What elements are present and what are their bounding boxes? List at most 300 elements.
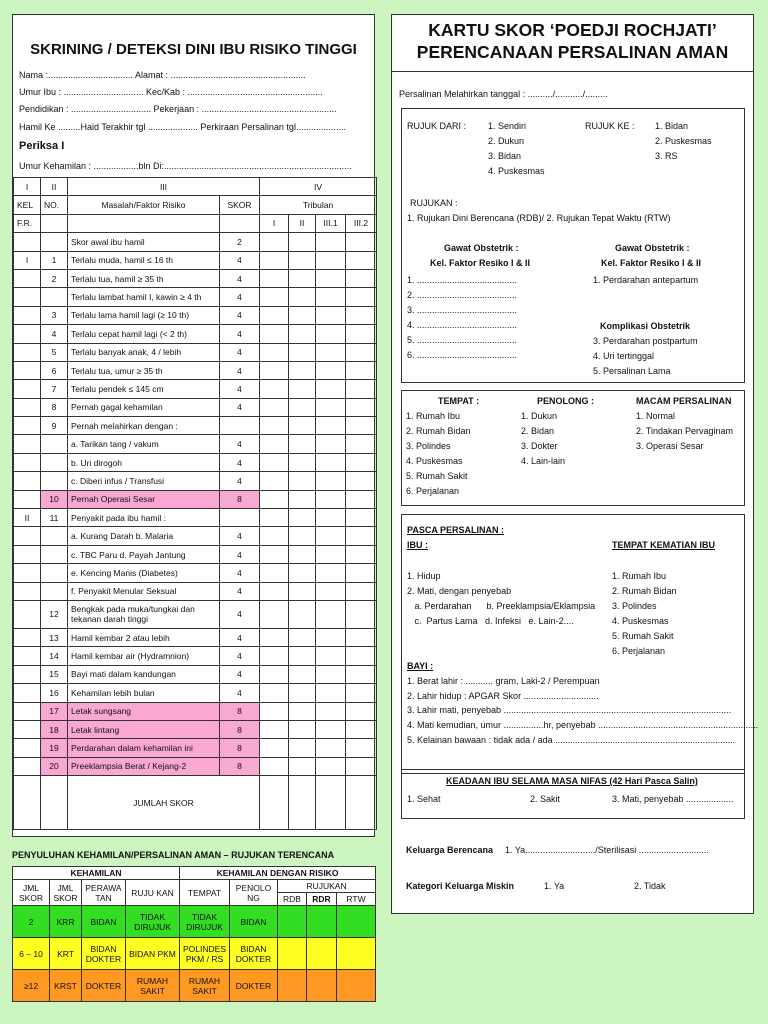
table-row [14,582,377,600]
risk-text: a. Kurang Darah b. Malaria [68,527,220,545]
kel-faktor-2: Kel. Faktor Resiko I & II [601,258,702,268]
risk-no: 20 [41,757,68,775]
id-row-hamil: Hamil Ke .........Haid Terakhir tgl .................... Perkiraan Persalinan tgl.................... [19,122,346,132]
risk-skor: 4 [220,306,260,324]
nifas-header: KEADAAN IBU SELAMA MASA NIFAS (42 Hari Pasca Salin) [446,776,698,786]
table-row [14,490,377,508]
risk-text: a. Tarikan tang / vakum [68,435,220,453]
tribulan-cell[interactable] [346,628,377,646]
rujukan-cell[interactable] [337,906,376,938]
risk-text: Penyakit pada ibu hamil : [68,509,220,527]
table-row [13,970,376,1002]
hdr-col-ii: II [41,178,68,196]
kartu-title-line1: KARTU SKOR ‘POEDJI ROCHJATI’ [428,20,717,40]
table-row [14,269,377,287]
tribulan-cell[interactable] [346,269,377,287]
tribulan-cell[interactable] [346,757,377,775]
tribulan-cell[interactable] [289,233,316,251]
tk-3: 3. Polindes [612,601,657,611]
risk-skor: 4 [220,325,260,343]
risk-no: 17 [41,702,68,720]
risk-kel [14,435,41,453]
tribulan-cell[interactable] [346,453,377,471]
table-row [14,600,377,628]
risk-no: 19 [41,739,68,757]
tribulan-cell[interactable] [346,361,377,379]
table-row [14,720,377,738]
table-row [14,684,377,702]
bayi-2: 2. Lahir hidup : APGAR Skor .............................. [407,691,599,701]
risk-skor: 8 [220,490,260,508]
risk-kel [14,527,41,545]
tribulan-cell[interactable] [260,600,289,628]
hdr-t3: III.1 [316,214,346,232]
tempat-5: 5. Rumah Sakit [406,471,468,481]
tempat-4: 4. Puskesmas [406,456,463,466]
dots-3: 3. ........................................ [407,305,518,315]
tribulan-cell[interactable] [316,545,346,563]
risk-kel [14,545,41,563]
risk-skor: 4 [220,343,260,361]
risk-text: Bengkak pada muka/tungkai dan tekanan darah tinggi [68,600,220,628]
risk-no [41,233,68,251]
penyuluhan-cell: TIDAK DIRUJUK [180,906,230,938]
tribulan-cell[interactable] [316,665,346,683]
table-row [14,251,377,269]
tribulan-cell[interactable] [316,582,346,600]
tribulan-cell[interactable] [289,269,316,287]
tribulan-cell[interactable] [346,288,377,306]
risk-skor: 8 [220,702,260,720]
risk-text: f. Penyakit Menular Seksual [68,582,220,600]
tribulan-cell[interactable] [346,582,377,600]
risk-kel [14,647,41,665]
table-row [14,472,377,490]
tribulan-cell[interactable] [346,251,377,269]
tribulan-cell[interactable] [346,564,377,582]
risk-kel [14,702,41,720]
risk-kel [14,582,41,600]
kartu-title-line2: PERENCANAAN PERSALINAN AMAN [416,42,729,62]
tribulan-cell[interactable] [289,361,316,379]
col-rdb: RDB [278,893,307,906]
risk-skor: 4 [220,564,260,582]
tribulan-cell[interactable] [260,564,289,582]
tribulan-cell[interactable] [289,509,316,527]
penyuluhan-cell: RUMAH SAKIT [180,970,230,1002]
rujuk-ke-1: 1. Bidan [655,121,689,131]
tribulan-cell[interactable] [346,343,377,361]
risk-kel [14,757,41,775]
tribulan-cell[interactable] [346,233,377,251]
gawat-obstetrik-1: Gawat Obstetrik : [444,243,519,253]
tribulan-cell[interactable] [316,490,346,508]
tribulan-cell[interactable] [289,628,316,646]
rujukan-cell[interactable] [337,970,376,1002]
tribulan-cell[interactable] [316,361,346,379]
tribulan-cell[interactable] [289,647,316,665]
tribulan-cell[interactable] [260,417,289,435]
tk-1: 1. Rumah Ibu [612,571,667,581]
penolong-4: 4. Lain-lain [521,456,566,466]
tribulan-cell[interactable] [316,453,346,471]
risk-no: 9 [41,417,68,435]
risk-text: Terlalu pendek ≤ 145 cm [68,380,220,398]
tribulan-cell[interactable] [260,435,289,453]
tribulan-cell[interactable] [289,453,316,471]
risk-text: Hamil kembar air (Hydramnion) [68,647,220,665]
rujukan-cell[interactable] [307,906,337,938]
risk-kel [14,361,41,379]
penolong-2: 2. Bidan [521,426,555,436]
risk-no: 13 [41,628,68,646]
risk-no [41,582,68,600]
tribulan-cell[interactable] [289,720,316,738]
macam-2: 2. Tindakan Pervaginam [636,426,734,436]
tempat-kematian-label: TEMPAT KEMATIAN IBU [612,540,715,550]
nifas-3: 3. Mati, penyebab ................... [612,794,734,804]
tribulan-cell[interactable] [316,398,346,416]
col-penolong: PENOLO NG [230,880,278,906]
table-row [14,453,377,471]
tribulan-cell[interactable] [289,684,316,702]
kel-faktor-1: Kel. Faktor Resiko I & II [430,258,531,268]
risk-no: 5 [41,343,68,361]
tk-5: 5. Rumah Sakit [612,631,674,641]
tribulan-cell[interactable] [260,509,289,527]
tribulan-cell[interactable] [289,739,316,757]
tribulan-cell[interactable] [260,582,289,600]
skrining-title: SKRINING / DETEKSI DINI IBU RISIKO TINGGI [30,41,357,58]
komplikasi-label: Komplikasi Obstetrik [600,321,691,331]
risk-text: Pernah melahirkan dengan : [68,417,220,435]
tribulan-cell[interactable] [346,665,377,683]
table-row [14,564,377,582]
risk-no: 8 [41,398,68,416]
nifas-1: 1. Sehat [407,794,441,804]
risk-skor: 2 [220,233,260,251]
tribulan-cell[interactable] [289,600,316,628]
penyuluhan-cell: KRR [50,906,82,938]
nifas-2: 2. Sakit [530,794,561,804]
tribulan-cell[interactable] [316,288,346,306]
risk-text: e. Kencing Manis (Diabetes) [68,564,220,582]
ibu-1: 1. Hidup [407,571,441,581]
risk-skor: 4 [220,453,260,471]
hdr-tribulan: Tribulan [260,196,377,214]
tribulan-cell[interactable] [346,600,377,628]
risk-kel [14,472,41,490]
tribulan-cell[interactable] [346,509,377,527]
tribulan-cell[interactable] [260,269,289,287]
tribulan-cell[interactable] [346,684,377,702]
tribulan-cell[interactable] [289,564,316,582]
komplikasi-5: 5. Persalinan Lama [593,366,671,376]
risk-text: Preeklampsia Berat / Kejang-2 [68,757,220,775]
km-tidak: 2. Tidak [634,881,666,891]
tk-6: 6. Perjalanan [612,646,666,656]
penyuluhan-cell: ≥12 [13,970,50,1002]
rujukan-cell[interactable] [307,938,337,970]
penolong-3: 3. Dokter [521,441,558,451]
tribulan-cell[interactable] [316,702,346,720]
risk-skor: 8 [220,739,260,757]
tribulan-cell[interactable] [289,472,316,490]
risk-text: Terlalu cepat hamil lagi (< 2 th) [68,325,220,343]
id-row-umur-kehamilan: Umur Kehamilan : ..................bln Di:........................................................................... [19,161,352,171]
tribulan-cell[interactable] [316,472,346,490]
h-kehamilan: KEHAMILAN [13,867,180,880]
hdr-masalah: Masalah/Faktor Risiko [68,196,220,214]
tribulan-cell[interactable] [346,306,377,324]
col-jml-skor: JML SKOR [13,880,50,906]
tempat-3: 3. Polindes [406,441,451,451]
table-row [14,417,377,435]
risk-kel [14,269,41,287]
tribulan-cell[interactable] [316,233,346,251]
tribulan-cell[interactable] [260,665,289,683]
tribulan-cell[interactable] [260,739,289,757]
risk-kel: I [14,251,41,269]
hdr-no: NO. [41,196,68,214]
risk-skor: 4 [220,545,260,563]
risk-text: Kehamilan lebih bulan [68,684,220,702]
tribulan-cell[interactable] [260,380,289,398]
tribulan-cell[interactable] [316,628,346,646]
rujuk-dari-3: 3. Bidan [488,151,522,161]
tribulan-cell[interactable] [289,325,316,343]
tribulan-cell[interactable] [289,527,316,545]
tribulan-cell[interactable] [346,720,377,738]
km-ya: 1. Ya [544,881,565,891]
tribulan-cell[interactable] [346,472,377,490]
risk-no [41,545,68,563]
rujukan-cell[interactable] [307,970,337,1002]
risk-text: Skor awal ibu hamil [68,233,220,251]
tribulan-cell[interactable] [316,739,346,757]
tribulan-cell[interactable] [316,251,346,269]
tribulan-cell[interactable] [316,757,346,775]
table-row [14,647,377,665]
risk-skor [220,509,260,527]
dots-5: 5. ........................................ [407,335,518,345]
risk-kel [14,233,41,251]
tribulan-cell[interactable] [260,720,289,738]
tk-4: 4. Puskesmas [612,616,669,626]
tribulan-cell[interactable] [260,453,289,471]
col-jml-skor-2: JML SKOR [50,880,82,906]
kb-label: Keluarga Berencana [406,845,494,855]
pasca-box [401,514,759,774]
penyuluhan-cell: BIDAN DOKTER [82,938,126,970]
tribulan-cell[interactable] [346,545,377,563]
tribulan-cell[interactable] [316,380,346,398]
tribulan-cell[interactable] [316,509,346,527]
risk-skor: 4 [220,380,260,398]
risk-skor: 4 [220,582,260,600]
risk-text: c. TBC Paru d. Payah Jantung [68,545,220,563]
tribulan-cell[interactable] [260,647,289,665]
hdr-skor: SKOR [220,196,260,214]
risk-no [41,564,68,582]
dots-2: 2. ........................................ [407,290,518,300]
dots-4: 4. ........................................ [407,320,518,330]
table-row [14,628,377,646]
tribulan-cell[interactable] [316,684,346,702]
risk-text: Terlalu lama hamil lagi (≥ 10 th) [68,306,220,324]
gawat-obstetrik-2: Gawat Obstetrik : [615,243,690,253]
tribulan-cell[interactable] [316,720,346,738]
rujukan-cell[interactable] [278,938,307,970]
tempat-box [401,390,745,506]
tribulan-cell[interactable] [260,527,289,545]
tribulan-cell[interactable] [316,417,346,435]
tribulan-cell[interactable] [289,343,316,361]
risk-no: 11 [41,509,68,527]
risk-text: Terlalu banyak anak, 4 / lebih [68,343,220,361]
tempat-header: TEMPAT : [438,396,480,406]
table-row [14,380,377,398]
tribulan-cell[interactable] [260,472,289,490]
risk-text: Letak lintang [68,720,220,738]
macam-header: MACAM PERSALINAN [636,396,732,406]
hdr-col-iv: IV [260,178,377,196]
tribulan-cell[interactable] [260,361,289,379]
tribulan-cell[interactable] [316,600,346,628]
penolong-header: PENOLONG : [537,396,595,406]
macam-3: 3. Operasi Sesar [636,441,704,451]
risk-no: 18 [41,720,68,738]
kartu-title [392,19,753,63]
risk-no [41,435,68,453]
tribulan-cell[interactable] [316,343,346,361]
risk-kel [14,398,41,416]
tribulan-cell[interactable] [316,325,346,343]
tribulan-cell[interactable] [289,435,316,453]
tribulan-cell[interactable] [289,398,316,416]
tribulan-cell[interactable] [289,545,316,563]
risk-kel [14,490,41,508]
risk-no [41,472,68,490]
risk-skor: 4 [220,628,260,646]
tribulan-cell[interactable] [289,582,316,600]
tribulan-cell[interactable] [289,757,316,775]
risk-no [41,288,68,306]
tribulan-cell[interactable] [289,665,316,683]
risk-text: Letak sungsang [68,702,220,720]
risk-skor: 4 [220,665,260,683]
risk-no: 3 [41,306,68,324]
tribulan-cell[interactable] [260,684,289,702]
tribulan-cell[interactable] [346,325,377,343]
table-row [14,233,377,251]
table-row [14,435,377,453]
tribulan-cell[interactable] [346,380,377,398]
rujukan-cell[interactable] [278,970,307,1002]
rujukan-cell[interactable] [278,906,307,938]
tribulan-cell[interactable] [316,564,346,582]
tribulan-cell[interactable] [316,306,346,324]
tribulan-cell[interactable] [289,306,316,324]
tribulan-cell[interactable] [260,702,289,720]
tribulan-cell[interactable] [346,647,377,665]
table-row [14,665,377,683]
table-row [14,702,377,720]
risk-factor-table [13,177,377,830]
periksa-label: Periksa I [19,140,65,152]
tribulan-cell[interactable] [289,380,316,398]
tempat-1: 1. Rumah Ibu [406,411,461,421]
tribulan-cell[interactable] [260,343,289,361]
table-row [13,938,376,970]
risk-text: Pernah gagal kehamilan [68,398,220,416]
bayi-label: BAYI : [407,661,434,671]
tribulan-cell[interactable] [260,251,289,269]
tribulan-cell[interactable] [260,628,289,646]
penyuluhan-cell: 2 [13,906,50,938]
km-label: Kategori Keluarga Miskin [406,881,515,891]
hdr-t2: II [289,214,316,232]
tribulan-cell[interactable] [260,306,289,324]
tribulan-cell[interactable] [316,527,346,545]
tribulan-cell[interactable] [346,398,377,416]
tribulan-cell[interactable] [260,288,289,306]
tribulan-cell[interactable] [260,398,289,416]
tribulan-cell[interactable] [346,490,377,508]
tribulan-cell[interactable] [316,269,346,287]
tribulan-cell[interactable] [260,490,289,508]
tribulan-cell[interactable] [289,490,316,508]
risk-kel [14,684,41,702]
tribulan-cell[interactable] [346,527,377,545]
ibu-2ab: a. Perdarahan b. Preeklampsia/Eklampsia [407,601,596,611]
tribulan-cell[interactable] [289,251,316,269]
table-row [14,325,377,343]
tribulan-cell[interactable] [289,417,316,435]
risk-no: 14 [41,647,68,665]
penyuluhan-cell: BIDAN PKM [126,938,180,970]
risk-kel [14,628,41,646]
tribulan-cell[interactable] [260,233,289,251]
tribulan-cell[interactable] [346,417,377,435]
rujuk-dari-1: 1. Sendiri [488,121,527,131]
tribulan-cell[interactable] [346,739,377,757]
risk-text: Terlalu lambat hamil I, kawin ≥ 4 th [68,288,220,306]
tribulan-cell[interactable] [260,325,289,343]
ibu-label: IBU : [407,540,428,550]
risk-no: 2 [41,269,68,287]
risk-no [41,453,68,471]
risk-text: Terlalu tua, umur ≥ 35 th [68,361,220,379]
risk-text: Pernah Operasi Sesar [68,490,220,508]
risk-kel [14,417,41,435]
tribulan-cell[interactable] [316,435,346,453]
rujukan-cell[interactable] [337,938,376,970]
risk-text: Perdarahan dalam kehamilan ini [68,739,220,757]
tribulan-cell[interactable] [260,545,289,563]
tribulan-cell[interactable] [260,757,289,775]
penyuluhan-cell: KRT [50,938,82,970]
tribulan-cell[interactable] [346,702,377,720]
tribulan-cell[interactable] [289,288,316,306]
tribulan-cell[interactable] [346,435,377,453]
id-row-umur: Umur Ibu : ................................ Kec/Kab : ...................................................... [19,87,323,97]
penolong-1: 1. Dukun [521,411,558,421]
tribulan-cell[interactable] [289,702,316,720]
penyuluhan-cell: DOKTER [82,970,126,1002]
tribulan-cell[interactable] [316,647,346,665]
risk-no: 4 [41,325,68,343]
